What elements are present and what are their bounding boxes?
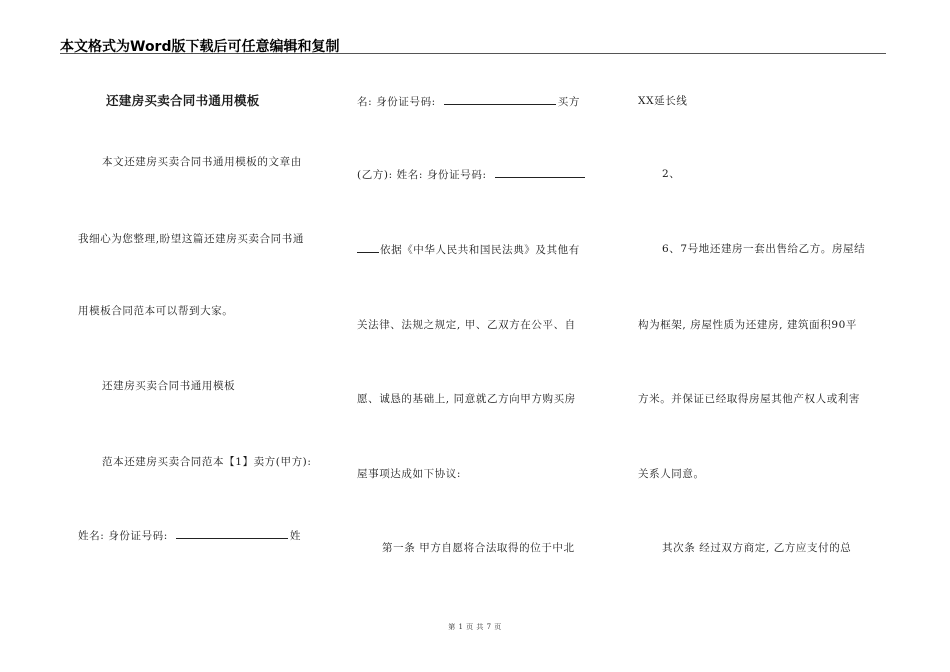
paragraph-line: 还建房买卖合同书通用模板 xyxy=(102,380,236,392)
paragraph-line: 方米。并保证已经取得房屋其他产权人或利害 xyxy=(638,393,860,405)
paragraph-line: 屋事项达成如下协议: xyxy=(357,468,462,480)
buyer-id-label: (乙方): 姓名: 身份证号码: xyxy=(357,169,487,181)
paragraph-line: 我细心为您整理,盼望这篇还建房买卖合同书通 xyxy=(78,233,304,245)
document-title: 还建房买卖合同书通用模板 xyxy=(106,93,260,108)
buyer-label: 买方 xyxy=(557,96,580,108)
blank-underline xyxy=(176,528,288,539)
name-id-label: 姓名: 身份证号码: xyxy=(78,530,168,542)
seller-name-id-line xyxy=(78,528,301,543)
paragraph-line: 构为框架, 房屋性质为还建房, 建筑面积90平 xyxy=(638,319,858,331)
paragraph-line: 本文还建房买卖合同书通用模板的文章由 xyxy=(102,156,302,168)
buyer-id-line xyxy=(357,167,585,182)
paragraph-text: 依据《中华人民共和国民法典》及其他有 xyxy=(380,244,580,256)
paragraph-line: XX延长线 xyxy=(638,95,688,107)
blank-underline xyxy=(444,94,556,105)
document-header: 本文格式为Word版下载后可任意编辑和复制 xyxy=(60,39,340,55)
blank-underline xyxy=(495,167,585,178)
paragraph-line: 范本还建房买卖合同范本【1】卖方(甲方): xyxy=(102,456,312,468)
paragraph-line: 2、 xyxy=(662,168,681,180)
id-label: 名: 身份证号码: xyxy=(357,96,436,108)
article-1-line: 第一条 甲方自愿将合法取得的位于中北 xyxy=(382,542,575,554)
page-number: 第 1 页 共 7 页 xyxy=(448,623,502,631)
header-rule xyxy=(60,53,886,54)
paragraph-line: 关法律、法规之规定, 甲、乙双方在公平、自 xyxy=(357,319,576,331)
paragraph-line: 关系人同意。 xyxy=(638,468,705,480)
line-tail: 姓 xyxy=(289,530,301,542)
paragraph-line: 愿、诚恳的基础上, 同意就乙方向甲方购买房 xyxy=(357,393,576,405)
paragraph-line: 用模板合同范本可以帮到大家。 xyxy=(78,305,234,317)
paragraph-line: 6、7号地还建房一套出售给乙方。房屋结 xyxy=(662,243,866,255)
id-line xyxy=(357,94,580,109)
paragraph-line xyxy=(357,242,580,257)
blank-underline xyxy=(357,242,379,253)
article-2-line: 其次条 经过双方商定, 乙方应支付的总 xyxy=(662,542,852,554)
